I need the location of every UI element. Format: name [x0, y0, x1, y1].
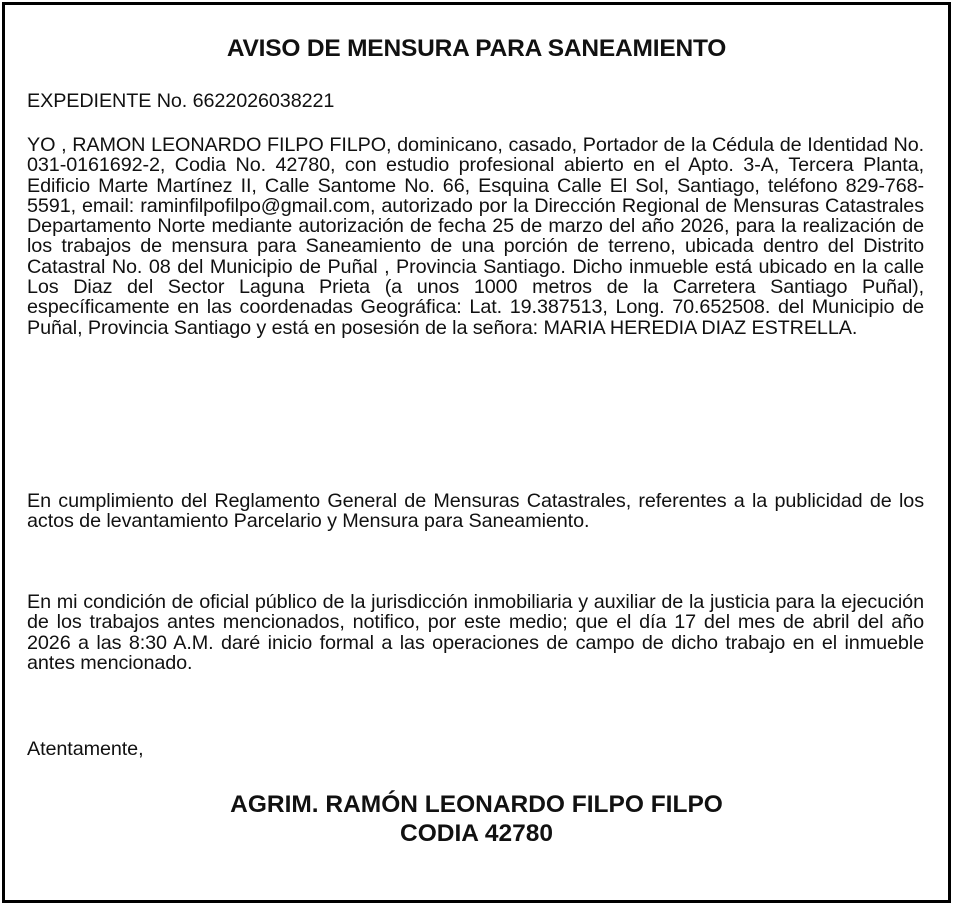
paragraph-surveyor-details: YO , RAMON LEONARDO FILPO FILPO, dominicano, casado, Portador de la Cédula de Identidad No. 031-0161692-2, Codia No. 42780, con estudio profesional abierto en el Apto. 3-A, Tercera Planta, Edificio Marte Martínez II, Calle Santome No. 66, Esquina Calle El Sol, Santiago, teléfono 829-768-5591, email: raminfilpofilpo@gmail.com, autorizado por la Dirección Regional de Mensuras Catastrales Departamento Norte mediante autorización de fecha 25 de marzo del año 2026, para la realización de los trabajos de mensura para Saneamiento de una porción de terreno, ubicada dentro del Distrito Catastral No. 08 del Municipio de Puñal , Provincia Santiago. Dicho inmueble está ubicado en la calle Los Diaz del Sector Laguna Prieta (a unos 1000 metros de la Carretera Santiago Puñal), específicamente en las coordenadas Geográfica: Lat. 19.387513, Long. 70.652508. del Municipio de Puñal, Provincia Santiago y está en posesión de la señora: MARIA HEREDIA DIAZ ESTRELLA. [27, 134, 924, 339]
notice-frame [2, 2, 951, 903]
expediente-number: EXPEDIENTE No. 6622026038221 [27, 90, 335, 112]
notice-title: AVISO DE MENSURA PARA SANEAMIENTO [226, 35, 727, 62]
signature-codia: CODIA 42780 [400, 820, 553, 847]
closing-salutation: Atentamente, [27, 738, 144, 760]
paragraph-notification: En mi condición de oficial público de la jurisdicción inmobiliaria y auxiliar de la justicia para la ejecución de los trabajos antes mencionados, notifico, por este medio; que el día 17 del mes de abril del año 2026 a las 8:30 A.M. daré inicio formal a las operaciones de campo de dicho trabajo en el inmueble antes mencionado. [27, 591, 924, 674]
paragraph-regulation: En cumplimiento del Reglamento General de Mensuras Catastrales, referentes a la publicidad de los actos de levantamiento Parcelario y Mensura para Saneamiento. [27, 490, 924, 533]
signature-name: AGRIM. RAMÓN LEONARDO FILPO FILPO [230, 791, 723, 818]
